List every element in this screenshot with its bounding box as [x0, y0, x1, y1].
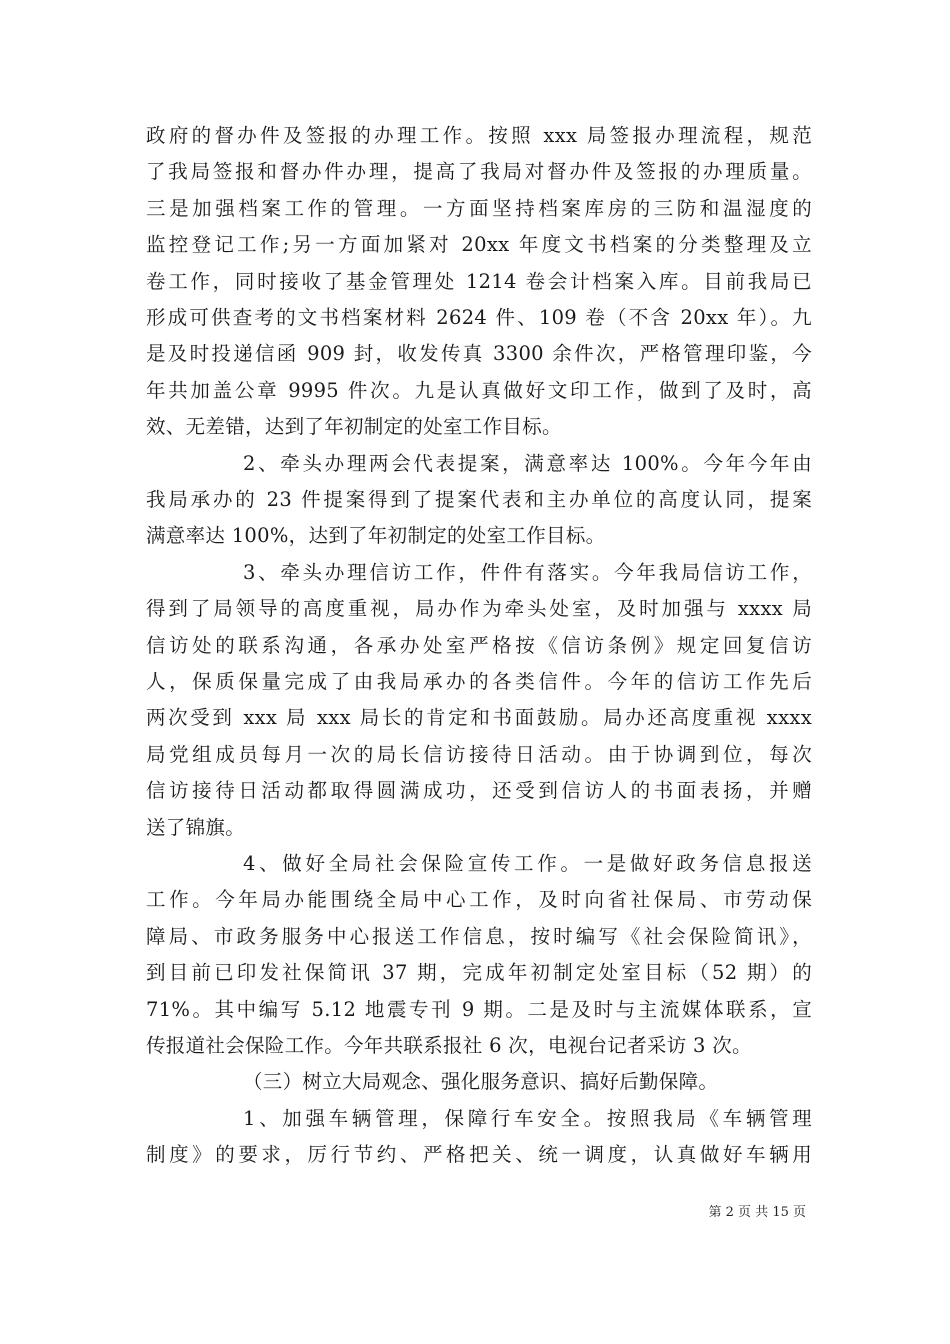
text-line: 送了锦旗。 [146, 816, 246, 839]
paragraph-heading-3: 3、牵头办理信访工作，件件有落实。今年我局信访工作， [243, 561, 812, 584]
text-line: 信访接待日活动都取得圆满成功，还受到信访人的书面表扬，并赠 [146, 779, 812, 802]
text-line: 年共加盖公章 9995 件次。九是认真做好文印工作，做到了及时，高 [146, 379, 812, 402]
text-line: 71%。其中编写 5.12 地震专刊 9 期。二是及时与主流媒体联系，宣 [146, 998, 812, 1021]
text-line: 效、无差错，达到了年初制定的处室工作目标。 [146, 415, 562, 438]
text-line: 卷工作，同时接收了基金管理处 1214 卷会计档案入库。目前我局已 [146, 270, 812, 293]
text-line: 传报道社会保险工作。今年共联系报社 6 次，电视台记者采访 3 次。 [146, 1034, 752, 1057]
text-line: 信访处的联系沟通，各承办处室严格按《信访条例》规定回复信访 [146, 634, 812, 657]
text-line: 了我局签报和督办件办理，提高了我局对督办件及签报的办理质量。 [146, 160, 812, 183]
paragraph-heading-4: 4、做好全局社会保险宣传工作。一是做好政务信息报送 [243, 852, 812, 875]
page-number: 第 2 页 共 15 页 [708, 1205, 806, 1220]
text-line: 制度》的要求，厉行节约、严格把关、统一调度，认真做好车辆用 [146, 1143, 812, 1166]
text-line: 到目前已印发社保简讯 37 期，完成年初制定处室目标（52 期）的 [146, 961, 812, 984]
section-heading-3: （三）树立大局观念、强化服务意识、搞好后勤保障。 [243, 1070, 719, 1093]
text-line: 障局、市政务服务中心报送工作信息，按时编写《社会保险简讯》， [146, 925, 812, 948]
text-line: 三是加强档案工作的管理。一方面坚持档案库房的三防和温湿度的 [146, 197, 812, 220]
text-line: 政府的督办件及签报的办理工作。按照 xxx 局签报办理流程，规范 [146, 124, 812, 147]
text-line: 形成可供查考的文书档案材料 2624 件、109 卷（不含 20xx 年）。九 [146, 306, 812, 329]
text-line: 得到了局领导的高度重视，局办作为牵头处室，及时加强与 xxxx 局 [146, 597, 812, 620]
text-line: 满意率达 100%，达到了年初制定的处室工作目标。 [146, 524, 606, 547]
text-line: 人，保质保量完成了由我局承办的各类信件。今年的信访工作先后 [146, 670, 812, 693]
text-line: 我局承办的 23 件提案得到了提案代表和主办单位的高度认同，提案 [146, 488, 812, 511]
text-line: 监控登记工作;另一方面加紧对 20xx 年度文书档案的分类整理及立 [146, 233, 812, 256]
paragraph-heading-1: 1、加强车辆管理，保障行车安全。按照我局《车辆管理 [243, 1107, 812, 1130]
paragraph-heading-2: 2、牵头办理两会代表提案，满意率达 100%。今年今年由 [243, 452, 812, 475]
text-line: 是及时投递信函 909 封，收发传真 3300 余件次，严格管理印鉴，今 [146, 342, 812, 365]
text-line: 工作。今年局办能围绕全局中心工作，及时向省社保局、市劳动保 [146, 888, 812, 911]
text-line: 局党组成员每月一次的局长信访接待日活动。由于协调到位，每次 [146, 743, 812, 766]
text-line: 两次受到 xxx 局 xxx 局长的肯定和书面鼓励。局办还高度重视 xxxx [146, 706, 812, 729]
